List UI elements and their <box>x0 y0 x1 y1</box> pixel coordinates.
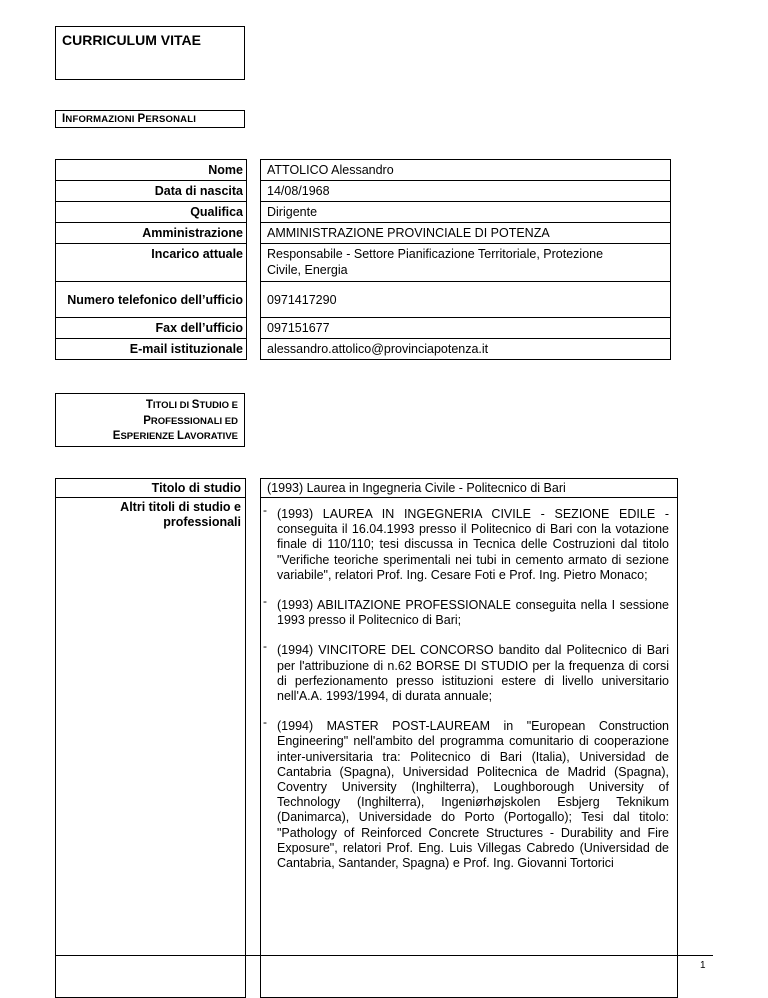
cv-title: CURRICULUM VITAE <box>55 26 245 80</box>
bullet-dash: - <box>263 639 267 654</box>
info-label: Incarico attuale <box>56 244 247 282</box>
info-value: 14/08/1968 <box>261 181 671 202</box>
education-entries <box>263 503 669 886</box>
list-item: - (1994) MASTER POST-LAUREAM in "European Construction Engineering" nell'ambito del programma comunitario di cooperazione inter-universitaria tra: Politecnico di Bari (Italia), Universidad de Cantabria (Spagna), Universidad Politecnica de Madrid (Spagna), Coventry University (Inghilterra), Loughborough University of Technology (Inghilterra), Ingeniørhøjskolen Esbjerg Teknikum (Danimarca), Universidade do Porto (Portogallo); Tesi dal titolo: "Pathology of Reinforced Concrete Structures - Durability and Fire Exposure", relatori Prof. Eng. Luis Villegas Cabredo (Universidad de Cantabria, Santander, Spagna) e Prof. Ing. Giovanni Tortorici <box>263 715 669 871</box>
info-value: Dirigente <box>261 202 671 223</box>
bullet-dash: - <box>263 503 267 517</box>
info-row-telefono <box>56 282 671 318</box>
footer-divider <box>55 955 713 956</box>
info-label: Numero telefonico dell’ufficio <box>56 282 247 318</box>
divider <box>260 497 678 498</box>
titolo-studio-value: (1993) Laurea in Ingegneria Civile - Politecnico di Bari <box>267 481 566 495</box>
info-label: Amministrazione <box>56 223 247 244</box>
divider <box>55 497 246 498</box>
info-value: Responsabile - Settore Pianificazione Territoriale, Protezione Civile, Energia <box>261 244 671 282</box>
info-label: E-mail istituzionale <box>56 339 247 360</box>
info-row-email <box>56 339 671 360</box>
info-label: Fax dell’ufficio <box>56 318 247 339</box>
bullet-dash: - <box>263 715 267 730</box>
info-row-incarico <box>56 244 671 282</box>
info-label: Nome <box>56 160 247 181</box>
info-value: 0971417290 <box>261 282 671 318</box>
personal-info-table <box>55 159 671 360</box>
info-row-fax <box>56 318 671 339</box>
info-value: alessandro.attolico@provinciapotenza.it <box>261 339 671 360</box>
titolo-studio-label: Titolo di studio <box>151 481 241 495</box>
education-label-box <box>55 478 246 998</box>
section-heading-personal: INFORMAZIONI PERSONALI <box>55 110 245 128</box>
list-item: - (1994) VINCITORE DEL CONCORSO bandito dal Politecnico di Bari per l'attribuzione di n.62 BORSE DI STUDIO per la frequenza di corsi di perfezionamento presso istituzioni estere di livello universitario nell'A.A. 1993/1994, di durata annuale; <box>263 639 669 704</box>
info-label: Data di nascita <box>56 181 247 202</box>
list-item: - (1993) LAUREA IN INGEGNERIA CIVILE - SEZIONE EDILE - conseguita il 16.04.1993 presso il Politecnico di Bari con la votazione finale di 110/110; tesi discussa in Tecnica delle Costruzioni dal titolo "Verifiche teoriche sperimentali nei tubi in cemento armato di sezione variabile", relatori Prof. Ing. Cesare Foti e Prof. Ing. Pietro Monaco; <box>263 503 669 582</box>
info-row-amministrazione <box>56 223 671 244</box>
info-value: AMMINISTRAZIONE PROVINCIALE DI POTENZA <box>261 223 671 244</box>
info-value: ATTOLICO Alessandro <box>261 160 671 181</box>
list-item: - (1993) ABILITAZIONE PROFESSIONALE conseguita nella I sessione 1993 presso il Politecnico di Bari; <box>263 594 669 628</box>
page-number: 1 <box>700 960 706 971</box>
section-heading-studies: TITOLI DI STUDIO E PROFESSIONALI ED ESPERIENZE LAVORATIVE <box>55 393 245 447</box>
info-row-data-nascita <box>56 181 671 202</box>
info-label: Qualifica <box>56 202 247 223</box>
info-row-nome <box>56 160 671 181</box>
info-value: 097151677 <box>261 318 671 339</box>
bullet-dash: - <box>263 594 267 609</box>
info-row-qualifica <box>56 202 671 223</box>
altri-titoli-label: Altri titoli di studio e professionali <box>120 500 241 529</box>
